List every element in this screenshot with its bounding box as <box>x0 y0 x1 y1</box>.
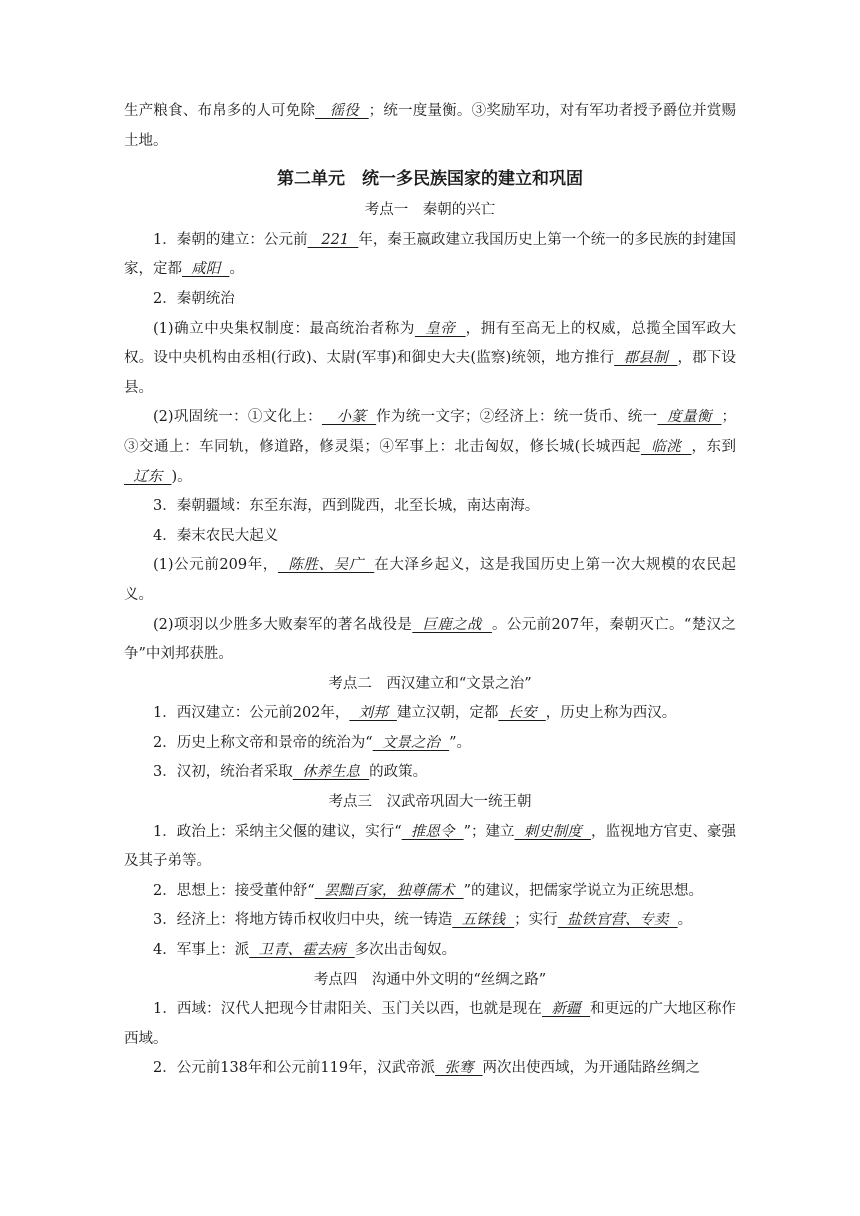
paragraph <box>124 995 736 1054</box>
answer-blank: 卫青、霍去病 <box>249 942 355 959</box>
text: 年，秦王嬴政建立我国历史上第一个统一的多民族的封建国家，定都 <box>124 231 737 278</box>
paragraph <box>124 699 736 729</box>
text: ，东到 <box>691 438 737 455</box>
paragraph <box>124 315 736 404</box>
text: (1)公元前209年， <box>153 557 278 574</box>
text: 3．经济上：将地方铸币权收归中央，统一铸造 <box>153 912 453 929</box>
answer-blank: 度量衡 <box>657 409 722 426</box>
text: (2)巩固统一：①文化上： <box>153 409 322 426</box>
answer-blank: 刘邦 <box>349 705 397 722</box>
paragraph: 2．秦朝统治 <box>153 290 235 307</box>
text: 1．政治上：采纳主父偃的建议，实行“ <box>153 823 402 840</box>
section-heading-2: 考点二 西汉建立和“文景之治” <box>328 675 532 692</box>
section-heading-4: 考点四 沟通中外文明的“丝绸之路” <box>313 971 547 988</box>
answer-blank: 巨鹿之战 <box>412 616 492 633</box>
text: 作为统一文字；②经济上：统一货币、统一 <box>376 409 658 426</box>
text: ”；建立 <box>463 823 515 840</box>
text: 1．西汉建立：公元前202年， <box>153 705 350 722</box>
text: (1)确立中央集权制度：最高统治者称为 <box>153 320 415 337</box>
answer-blank: 张骞 <box>435 1060 483 1077</box>
text: 两次出使西域，为开通陆路丝绸之 <box>482 1060 701 1077</box>
answer-blank: 陈胜、吴广 <box>277 557 375 574</box>
paragraph-continuation <box>124 97 736 156</box>
section-heading-3: 考点三 汉武帝巩固大一统王朝 <box>328 794 532 811</box>
text: 多次出击匈奴。 <box>354 942 457 959</box>
answer-blank: 文景之治 <box>372 734 450 751</box>
text: 3．汉初，统治者采取 <box>153 764 293 781</box>
answer-blank: 刺史制度 <box>514 823 591 840</box>
text: ，历史上称为西汉。 <box>545 705 677 722</box>
text: ；③交通上：车同轨，修道路，修灵渠；④军事上：北击匈奴，修长城(长城西起 <box>124 409 737 455</box>
text: 1．秦朝的建立：公元前 <box>153 231 308 248</box>
paragraph: 4．秦末农民大起义 <box>153 527 279 544</box>
text: 生产粮食、布帛多的人可免除 <box>124 103 316 119</box>
answer-blank: 罢黜百家，独尊儒术 <box>314 882 464 899</box>
text: 建立汉朝，定都 <box>396 705 499 722</box>
paragraph <box>124 877 736 907</box>
document-body <box>124 97 736 1084</box>
text: 。 <box>229 261 244 278</box>
answer-blank: 咸阳 <box>182 261 230 278</box>
text: ”。 <box>449 734 471 751</box>
text: ；实行 <box>514 912 558 929</box>
text: )。 <box>171 468 192 485</box>
text: 2．历史上称文帝和景帝的统治为“ <box>153 734 373 751</box>
answer-blank: 皇帝 <box>414 320 466 337</box>
text: 4．军事上：派 <box>153 942 250 959</box>
paragraph <box>124 551 736 610</box>
text: ；统一度量衡。③奖励军功，对有军功者授予爵位并赏赐土地。 <box>124 103 737 149</box>
answer-blank: 221 <box>307 231 359 248</box>
answer-blank: 临洮 <box>640 438 692 455</box>
paragraph <box>124 1054 736 1084</box>
text: 2．公元前138年和公元前119年，汉武帝派 <box>153 1060 436 1077</box>
paragraph <box>124 403 736 492</box>
answer-blank: 徭役 <box>315 103 369 119</box>
answer-blank: 推恩令 <box>401 823 464 840</box>
text: 。 <box>677 912 693 929</box>
paragraph <box>124 818 736 877</box>
answer-blank: 新疆 <box>542 1001 591 1018</box>
answer-blank: 辽东 <box>124 468 172 485</box>
paragraph: 3．秦朝疆域：东至东海，西到陇西，北至长城，南达南海。 <box>153 498 540 515</box>
answer-blank: 郡县制 <box>614 350 678 367</box>
paragraph <box>124 936 736 966</box>
answer-blank: 长安 <box>498 705 546 722</box>
text: ，郡下设县。 <box>124 350 736 396</box>
paragraph <box>124 758 736 788</box>
paragraph <box>124 611 736 670</box>
answer-blank: 盐铁官营、专卖 <box>557 912 678 929</box>
paragraph <box>124 226 736 285</box>
text: 1．西域：汉代人把现今甘肃阳关、玉门关以西，也就是现在 <box>153 1001 543 1018</box>
answer-blank: 五铢钱 <box>452 912 515 929</box>
text: (2)项羽以少胜多大败秦军的著名战役是 <box>153 616 413 633</box>
paragraph <box>124 729 736 759</box>
answer-blank: 休养生息 <box>292 764 370 781</box>
text: 的政策。 <box>369 764 428 781</box>
text: 在大泽乡起义，这是我国历史上第一次大规模的农民起义。 <box>124 557 736 603</box>
paragraph <box>124 906 736 936</box>
text: 和更远的广大地区称作西域。 <box>124 1001 737 1047</box>
text: ”的建议，把儒家学说立为正统思想。 <box>463 882 703 899</box>
text: ，监视地方官吏、豪强及其子弟等。 <box>124 823 737 870</box>
answer-blank: 小篆 <box>321 409 377 426</box>
section-heading-1: 考点一 秦朝的兴亡 <box>364 202 496 219</box>
text: ，拥有至高无上的权威，总揽全国军政大权。设中央机构由丞相(行政)、太尉(军事)和御史大夫(监察)统领，地方推行 <box>124 320 737 367</box>
unit-title: 第二单元 统一多民族国家的建立和巩固 <box>277 169 583 190</box>
text: 。公元前207年，秦朝灭亡。“楚汉之争”中刘邦获胜。 <box>124 616 736 663</box>
text: 2．思想上：接受董仲舒“ <box>153 882 315 899</box>
